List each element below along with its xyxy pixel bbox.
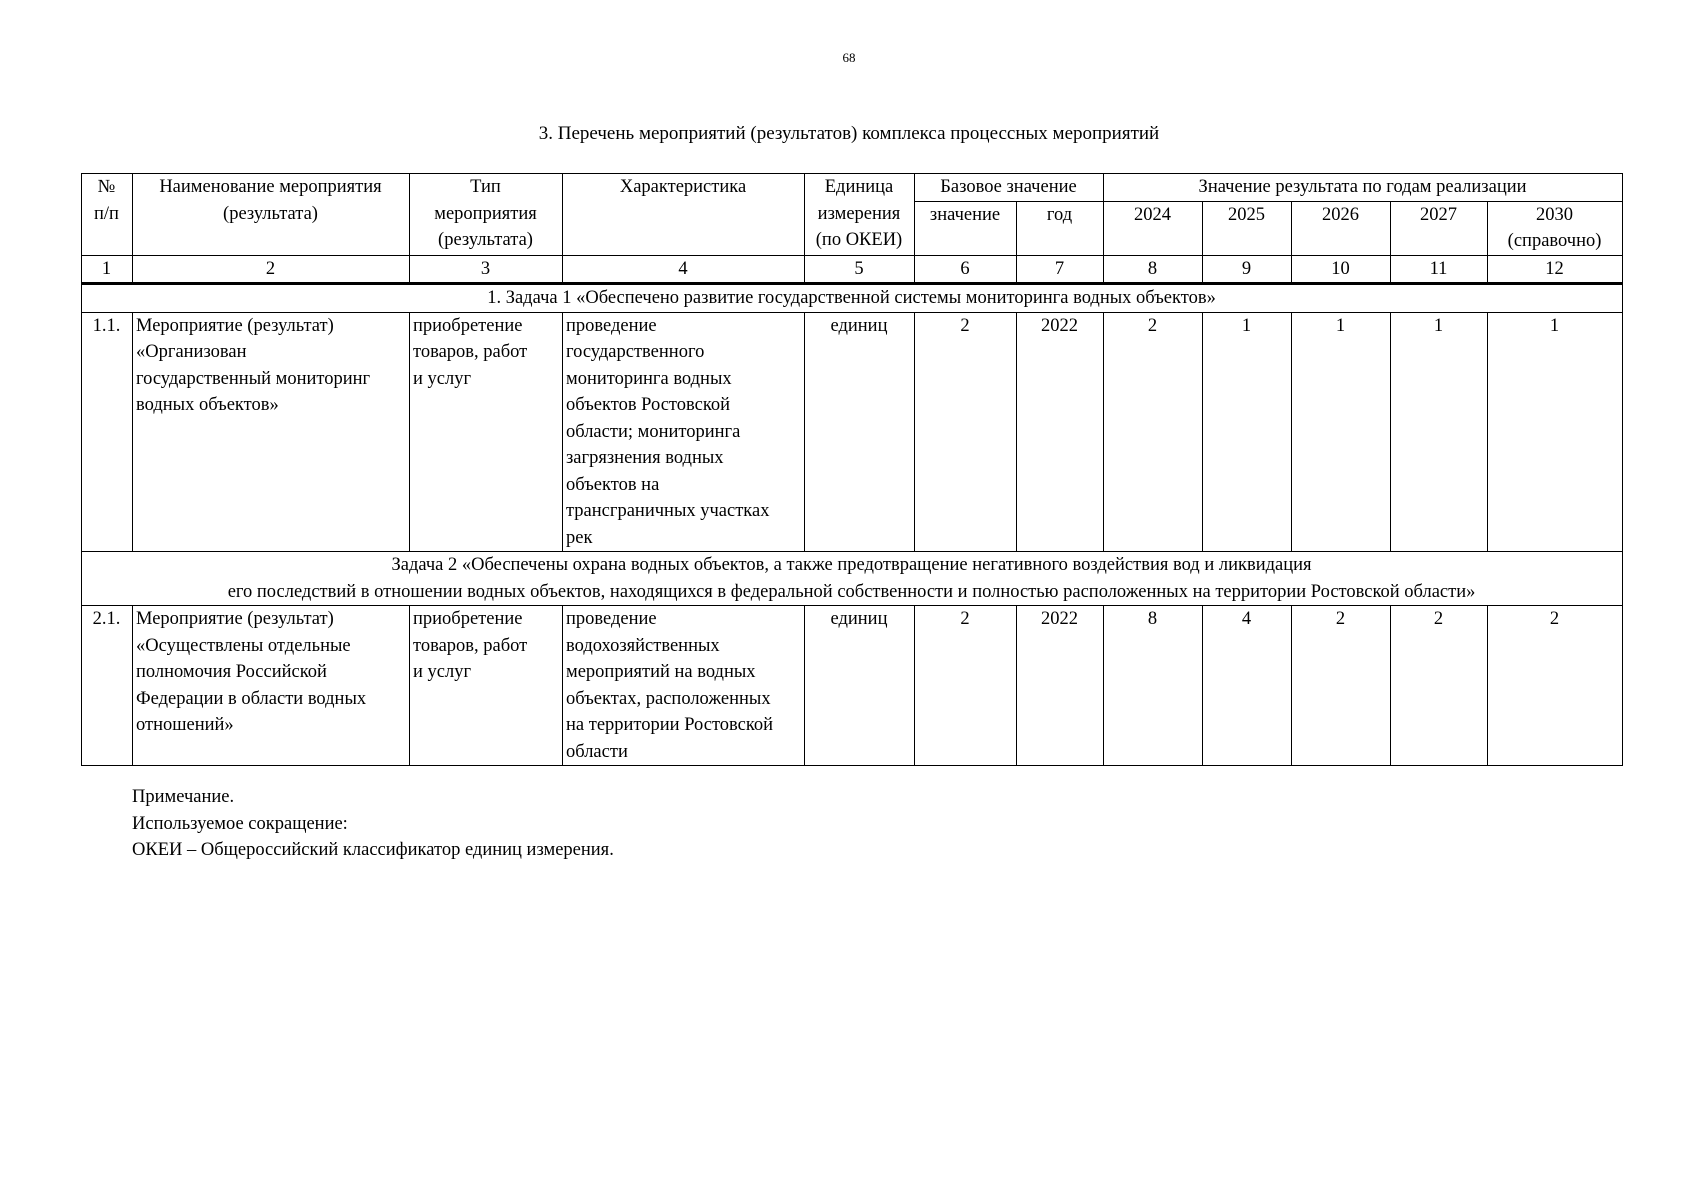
row-value-2026: 2 (1292, 606, 1391, 766)
column-number: 5 (805, 255, 915, 284)
row-value-2030: 1 (1488, 312, 1623, 552)
row-base-value: 2 (915, 312, 1017, 552)
row-num: 1.1. (82, 312, 133, 552)
row-name: Мероприятие (результат) «Осуществлены отдельные полномочия Российской Федерации в области водных отношений» (133, 606, 410, 766)
header-base-year: год (1017, 201, 1104, 255)
notes (132, 784, 614, 864)
header-year-2024: 2024 (1104, 201, 1203, 255)
task-2-heading-row (82, 552, 1623, 606)
row-num: 2.1. (82, 606, 133, 766)
row-base-year: 2022 (1017, 312, 1104, 552)
header-num: № п/п (82, 174, 133, 256)
header-name: Наименование мероприятия (результата) (133, 174, 410, 256)
row-base-year: 2022 (1017, 606, 1104, 766)
header-base: Базовое значение (915, 174, 1104, 202)
row-characteristic: проведение водохозяйственных мероприятий на водных объектах, расположенных на территории Ростовской области (563, 606, 805, 766)
column-number: 9 (1203, 255, 1292, 284)
note-abbreviation-label: Используемое сокращение: (132, 813, 348, 834)
page-number: 68 (842, 50, 856, 65)
task-1-heading-row (82, 284, 1623, 313)
row-base-value: 2 (915, 606, 1017, 766)
table-row (82, 312, 1623, 552)
row-unit: единиц (805, 606, 915, 766)
header-unit: Единица измерения (по ОКЕИ) (805, 174, 915, 256)
column-number: 1 (82, 255, 133, 284)
row-value-2027: 2 (1391, 606, 1488, 766)
column-numbers-row (82, 255, 1623, 284)
header-year-2030: 2030 (справочно) (1488, 201, 1623, 255)
row-value-2025: 1 (1203, 312, 1292, 552)
header-years-group: Значение результата по годам реализации (1104, 174, 1623, 202)
table-row (82, 606, 1623, 766)
results-table (81, 173, 1623, 766)
header-year-2025: 2025 (1203, 201, 1292, 255)
row-name: Мероприятие (результат) «Организован государственный мониторинг водных объектов» (133, 312, 410, 552)
column-number: 8 (1104, 255, 1203, 284)
header-base-value: значение (915, 201, 1017, 255)
row-value-2026: 1 (1292, 312, 1391, 552)
task-2-title: Задача 2 «Обеспечены охрана водных объектов, а также предотвращение негативного воздействия вод и ликвидация его последствий в отношении водных объектов, находящихся в федеральной собственности и полностью расположенных на территории Ростовской области» (82, 552, 1623, 606)
column-number: 6 (915, 255, 1017, 284)
header-type: Тип мероприятия (результата) (410, 174, 563, 256)
column-number: 4 (563, 255, 805, 284)
document-title: 3. Перечень мероприятий (результатов) комплекса процессных мероприятий (538, 123, 1160, 144)
header-year-2026: 2026 (1292, 201, 1391, 255)
row-value-2027: 1 (1391, 312, 1488, 552)
row-value-2025: 4 (1203, 606, 1292, 766)
header-year-2027: 2027 (1391, 201, 1488, 255)
column-number: 3 (410, 255, 563, 284)
header-characteristic: Характеристика (563, 174, 805, 256)
note-abbreviation: ОКЕИ – Общероссийский классификатор единиц измерения. (132, 840, 614, 860)
note-heading: Примечание. (132, 787, 235, 807)
column-number: 12 (1488, 255, 1623, 284)
column-number: 2 (133, 255, 410, 284)
row-value-2024: 2 (1104, 312, 1203, 552)
row-unit: единиц (805, 312, 915, 552)
column-number: 11 (1391, 255, 1488, 284)
row-type: приобретение товаров, работ и услуг (410, 312, 563, 552)
header-row-1 (82, 174, 1623, 202)
task-1-title: 1. Задача 1 «Обеспечено развитие государственной системы мониторинга водных объектов» (82, 284, 1623, 313)
row-characteristic: проведение государственного мониторинга водных объектов Ростовской области; мониторинга загрязнения водных объектов на трансграничных участках рек (563, 312, 805, 552)
row-value-2030: 2 (1488, 606, 1623, 766)
column-number: 7 (1017, 255, 1104, 284)
row-value-2024: 8 (1104, 606, 1203, 766)
row-type: приобретение товаров, работ и услуг (410, 606, 563, 766)
column-number: 10 (1292, 255, 1391, 284)
